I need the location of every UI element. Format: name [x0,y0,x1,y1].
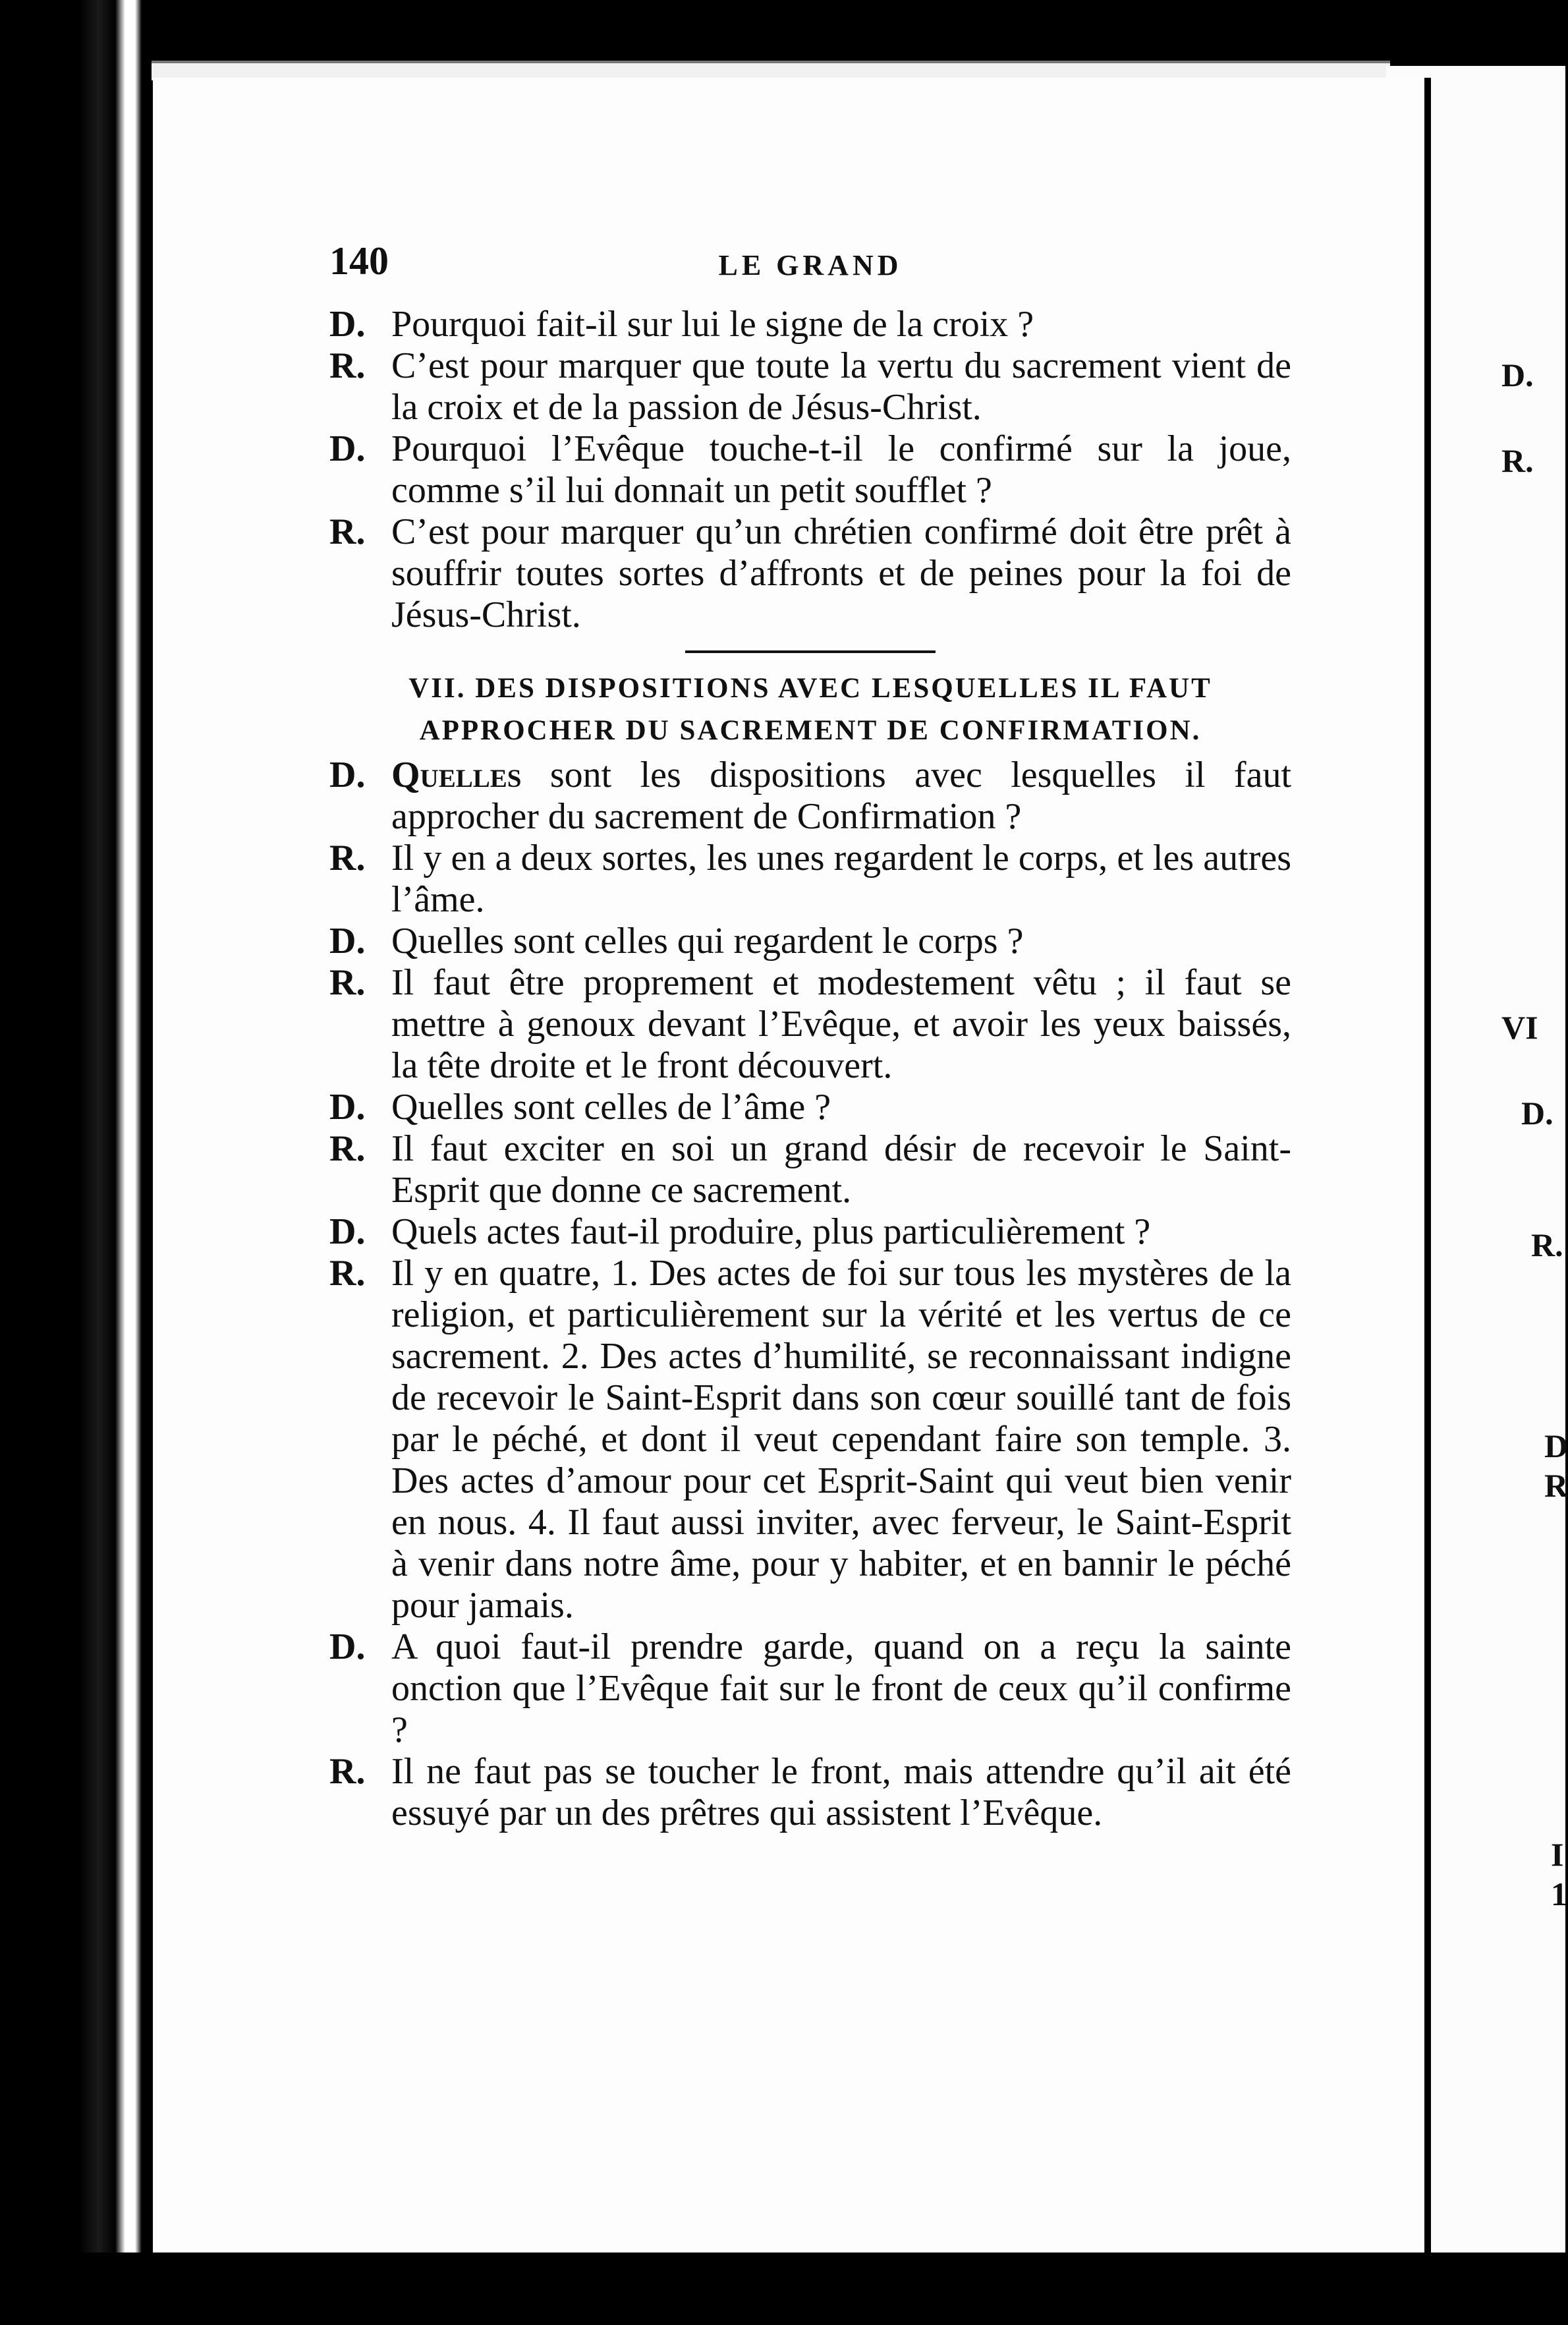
qa-text: Il ne faut pas se toucher le front, mais attendre qu’il ait été essuyé par un des prêtres qui assistent l’Evêque. [391,1751,1291,1833]
qa-label: R. [329,962,366,1003]
facing-fragment: R [1544,1467,1568,1504]
facing-fragment: I [1551,1836,1564,1873]
facing-fragment: VI [1501,1009,1538,1046]
qa-item [329,921,1291,962]
running-title: LE GRAND [718,249,903,281]
qa-label: R. [329,345,366,386]
running-head [329,241,1291,300]
qa-item [329,838,1291,921]
qa-text: Il y en a deux sortes, les unes regardent le corps, et les autres l’âme. [391,838,1291,920]
page-number: 140 [329,239,389,283]
qa-label: D. [329,304,366,345]
qa-item [329,345,1291,428]
facing-fragment: D [1544,1427,1568,1464]
qa-text: Pourquoi l’Evêque touche-t-il le confirmé sur la joue, comme s’il lui donnait un petit soufflet ? [391,428,1291,511]
page-text [329,241,1291,1834]
qa-item [329,511,1291,636]
qa-text: Il y en quatre, 1. Des actes de foi sur tous les mystères de la religion, et particulièrement sur la vérité et les vertus de ce sacrement. 2. Des actes d’humilité, se reconnaissant indigne de recevoir le Saint-Esprit dans son cœur souillé tant de fois par le péché, et dont il veut cependant faire son temple. 3. Des actes d’amour pour cet Esprit-Saint qui veut bien venir en nous. 4. Il faut aussi inviter, avec ferveur, le Saint-Esprit à venir dans notre âme, pour y habiter, et en bannir le péché pour jamais. [391,1253,1291,1626]
qa-text [391,755,1291,838]
qa-label: D. [329,428,366,469]
qa-item [329,304,1291,345]
facing-fragment: D. [1521,1095,1554,1132]
qa-label: D. [329,1087,366,1128]
section-heading-line: APPROCHER DU SACREMENT DE CONFIRMATION. [419,715,1202,746]
qa-label: D. [329,755,366,795]
qa-label: R. [329,1751,366,1792]
qa-label: D. [329,921,366,962]
qa-item [329,1128,1291,1211]
section-divider [685,650,936,653]
facing-fragment: R. [1501,442,1534,479]
qa-text: Quels actes faut-il produire, plus particulièrement ? [391,1211,1151,1252]
qa-text: C’est pour marquer qu’un chrétien confirmé doit être prêt à souffrir toutes sortes d’affronts et de peines pour la foi de Jésus-Christ. [391,511,1291,635]
qa-text: Il faut être proprement et modestement vêtu ; il faut se mettre à genoux devant l’Evêque, et avoir les yeux baissés, la tête droite et le front découvert. [391,962,1291,1086]
section-heading-line: VII. DES DISPOSITIONS AVEC LESQUELLES IL FAUT [408,673,1212,704]
facing-fragment: 1 [1551,1876,1567,1912]
qa-label: R. [329,1128,366,1169]
qa-item [329,1253,1291,1626]
scan-border-bottom [0,2253,1565,2325]
facing-fragment: R. [1531,1226,1563,1263]
lead-word: Quelles [391,755,522,795]
qa-item [329,428,1291,511]
qa-text: Pourquoi fait-il sur lui le signe de la croix ? [391,304,1034,345]
qa-text: Il faut exciter en soi un grand désir de recevoir le Saint-Esprit que donne ce sacrement. [391,1128,1291,1211]
qa-item [329,755,1291,838]
qa-label: R. [329,838,366,878]
qa-item [329,1751,1291,1834]
qa-item [329,1087,1291,1128]
qa-item [329,962,1291,1087]
qa-text: Quelles sont celles qui regardent le corps ? [391,921,1024,962]
qa-text-rest: sont les dispositions avec lesquelles il faut approcher du sacrement de Confirmation ? [391,755,1291,837]
qa-item [329,1626,1291,1751]
book-binding [0,0,152,2325]
section-heading [329,668,1291,752]
qa-label: R. [329,511,366,552]
qa-text: A quoi faut-il prendre garde, quand on a reçu la sainte onction que l’Evêque fait sur le front de ceux qu’il confirme ? [391,1626,1291,1750]
qa-label: D. [329,1211,366,1252]
qa-text: Quelles sont celles de l’âme ? [391,1087,831,1128]
facing-fragment: D. [1501,357,1534,393]
qa-label: D. [329,1626,366,1667]
qa-item [329,1211,1291,1253]
qa-text: C’est pour marquer que toute la vertu du sacrement vient de la croix et de la passion de Jésus-Christ. [391,345,1291,428]
qa-label: R. [329,1253,366,1294]
